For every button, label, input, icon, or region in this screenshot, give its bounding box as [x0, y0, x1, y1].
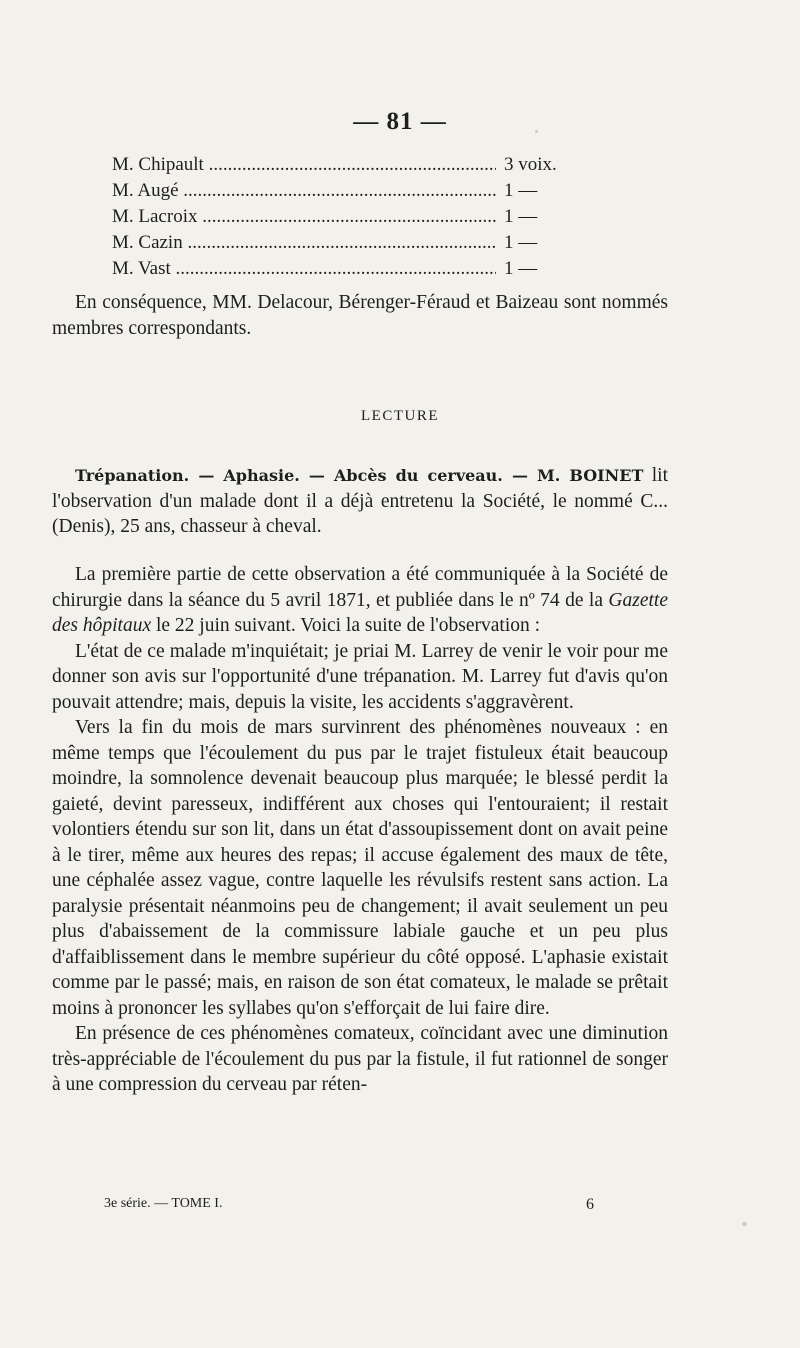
- signature-mark: 6: [586, 1196, 594, 1213]
- paragraph-2: [52, 562, 668, 639]
- vote-count: 3 voix.: [504, 154, 557, 175]
- scan-speck: [742, 1222, 747, 1226]
- vote-count: 1 —: [504, 232, 538, 253]
- vote-row: [112, 178, 592, 204]
- paragraph-5: En présence de ces phénomènes comateux, coïncidant avec une diminution très-appréciable de l'écoulement du pus par la fistule, il fut rationnel de songer à une compression du cerveau par réten-: [52, 1023, 668, 1095]
- section-title: LECTURE: [361, 408, 439, 424]
- vote-name: M. Cazin .....: [112, 230, 496, 256]
- paragraph-2-text: La première partie de cette observation a été communiquée à la Société de chirurgie dans la séance du 5 avril 1871, et publiée dans le nº 74 de la: [52, 564, 668, 611]
- journal-title: Gazette des hôpitaux: [52, 589, 668, 636]
- series-label: 3e série. — TOME I.: [104, 1196, 223, 1211]
- vote-row: [112, 230, 592, 256]
- scan-speck: [535, 130, 538, 133]
- paragraph-3: L'état de ce malade m'inquiétait; je priai M. Larrey de venir le voir pour me donner son avis sur l'opportunité d'une trépanation. M. Larrey fut d'avis qu'on pouvait attendre; mais, depuis la visite, les accidents s'aggravèrent.: [52, 640, 668, 713]
- vote-list: [112, 152, 592, 282]
- page-footer: [104, 1196, 594, 1212]
- vote-row: [112, 204, 592, 230]
- vote-name: M. Chipault .....: [112, 152, 496, 178]
- body-text: [52, 562, 668, 1098]
- lecture-intro: lit l'observation d'un malade dont il a déjà entretenu la Société, le nommé C... (Denis), 25 ans, chasseur à cheval.: [52, 465, 668, 537]
- lecture-heading: Trépanation. — Aphasie. — Abcès du cerveau. — M. BOINET: [75, 466, 644, 485]
- consequence-paragraph: En conséquence, MM. Delacour, Bérenger-Féraud et Baizeau sont nommés membres correspondants.: [52, 292, 668, 339]
- vote-count: 1 —: [504, 258, 538, 279]
- vote-name: M. Augé .....: [112, 178, 496, 204]
- paragraph-4: Vers la fin du mois de mars survinrent des phénomènes nouveaux : en même temps que l'écoulement du pus par le trajet fistuleux était beaucoup moindre, la somnolence devenait beaucoup plus marquée; le blessé perdit la gaieté, devint paresseux, indifférent aux choses qui l'entouraient; il restait volontiers étendu sur son lit, dans un état d'assoupissement dont on avait peine à le tirer, même aux heures des repas; il accuse également des maux de tête, une céphalée assez vague, contre laquelle les révulsifs restent sans action. La paralysie présentait néanmoins peu de changement; il avait seulement un peu plus d'abaissement de la commissure labiale gauche et un peu plus d'affaiblissement dans le membre supérieur du côté opposé. L'aphasie existait comme par le passé; mais, en raison de son état comateux, le malade se prêtait moins à prononcer les syllabes qu'on s'efforçait de lui faire dire.: [52, 717, 668, 1019]
- vote-name: M. Lacroix .....: [112, 204, 496, 230]
- vote-name: M. Vast .....: [112, 256, 496, 282]
- lecture-paragraph: [52, 463, 668, 540]
- paragraph-2-text-end: le 22 juin suivant. Voici la suite de l'observation :: [151, 615, 541, 636]
- vote-row: [112, 256, 592, 282]
- page-number: — 81 —: [353, 108, 447, 135]
- vote-row: [112, 152, 592, 178]
- vote-count: 1 —: [504, 206, 538, 227]
- vote-count: 1 —: [504, 180, 538, 201]
